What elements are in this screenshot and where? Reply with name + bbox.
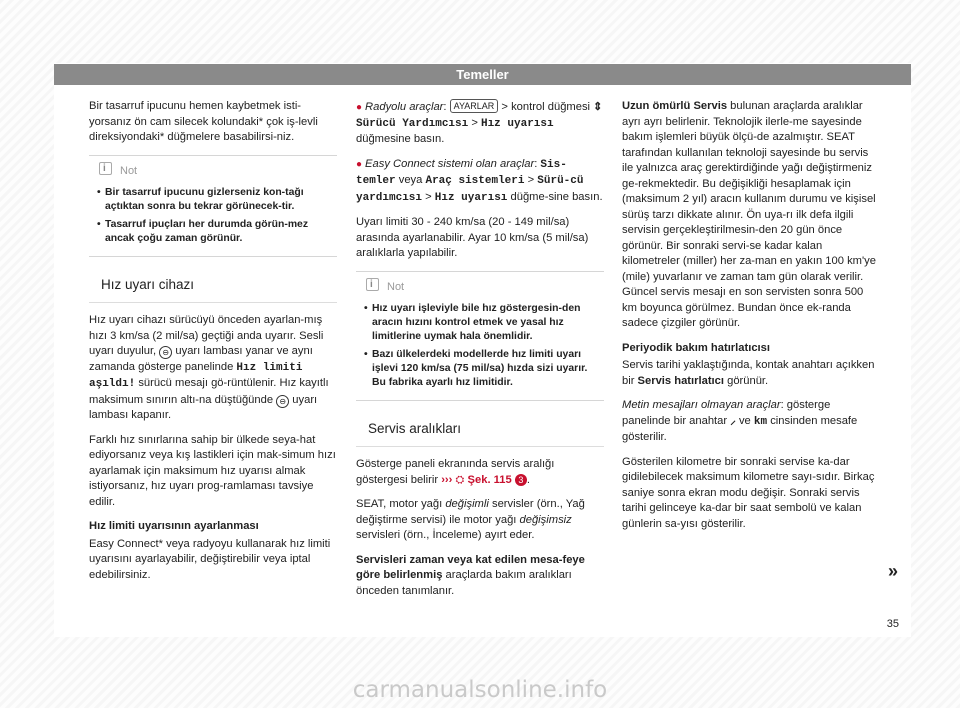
text: Servisleri zaman veya kat edilen mesa-feye göre belirlenmiş xyxy=(356,553,585,581)
continue-icon: » xyxy=(888,561,899,581)
paragraph: Gösterilen kilometre bir sonraki servise ka-dar gidilebilecek maksimum kilometre sayı-sıdır. Birkaç saniye sonra ekran modu değişir. Sonraki servis tarihi gelinceye ka-dar bir saat sembolü ve kalan günlerin sa-yısı gösterilir. xyxy=(622,455,875,530)
display-message: Hız limiti aşıldı! xyxy=(89,361,303,390)
paragraph xyxy=(622,99,876,332)
text: Servis hatırlatıcı xyxy=(637,374,724,387)
speed-warning-paragraph xyxy=(89,313,337,424)
callout-number: 3 xyxy=(515,474,527,486)
text: veya xyxy=(398,174,423,186)
text: uyarı lambası yanar ve aynı zamanda gösterge panelinde xyxy=(89,345,313,373)
text: > xyxy=(527,174,535,186)
paragraph: Farklı hız sınırlarına sahip bir ülkede seya-hat ediyorsanız veya kış lastikleri için mak-simum hızı ayarlamak için maksimum hız uyarısı almak istiyorsanız, hız uyarı prog-ramlaması tavsiye edilir. xyxy=(89,433,336,508)
text: değişimsiz xyxy=(519,513,572,526)
text: Radyolu araçlar xyxy=(365,101,444,113)
text: düğme-sine basın. xyxy=(510,190,603,203)
text: servisler (örn., Yağ değiştirme servisi) ile motor yağı xyxy=(356,498,585,526)
text: Servis tarihi yaklaştığında, kontak anahtarı açıkken bir xyxy=(622,359,875,387)
bullet-easy-connect: ● Easy Connect sistemi olan araçlar: Sis-temler veya Araç sistemleri > Sürü-cü yardımcısı > Hız uyarısı düğme-sine basın. xyxy=(356,157,603,204)
manual-page xyxy=(54,63,911,637)
note-item: • Bir tasarruf ipucunu gizlerseniz kon-tağı açtıktan sonra bu tekrar görünecek-tir. xyxy=(97,186,329,214)
bullet-icon: ● xyxy=(356,158,363,170)
km-unit: km xyxy=(753,415,768,428)
text: SEAT, motor yağı xyxy=(356,498,443,510)
speed-warning-lamp-icon: ⊖ xyxy=(159,346,172,359)
note-item: • Hız uyarı işleviyle bile hız göstergesin-den aracın hızını kontrol etmek ve yasal hız limitlerine uymak hala önemlidir. xyxy=(364,302,596,344)
info-icon xyxy=(99,162,112,175)
note-title: Not xyxy=(120,164,138,177)
text: > xyxy=(471,116,478,129)
control-knob-icon: ⇕ xyxy=(593,101,603,113)
column-1 xyxy=(89,99,337,592)
menu-item: Sürü-cü yardımcısı xyxy=(356,175,584,204)
note-list xyxy=(356,302,604,390)
text: Gösterge paneli ekranında servis aralığı göstergesi belirir xyxy=(356,458,555,486)
info-icon xyxy=(366,278,379,291)
watermark: carmanualsonline.info xyxy=(352,677,608,703)
note-list xyxy=(89,186,337,246)
text: araçlarda bakım aralıkları önceden tanımlanır. xyxy=(356,569,572,597)
text: görünür. xyxy=(727,374,769,387)
paragraph: Gösterge paneli ekranında servis aralığı göstergesi belirir ››› ⛭ Şek. 115 3 . xyxy=(356,458,555,486)
menu-item: Hız uyarısı xyxy=(434,191,508,204)
page-header: Temeller xyxy=(54,64,911,85)
text: uyarı lambası kapanır. xyxy=(89,393,318,421)
wrench-icon: ⸝ xyxy=(730,414,736,427)
figure-reference-link[interactable]: Şek. 115 xyxy=(467,473,512,486)
section-title-speed-warning: Hız uyarı cihazı xyxy=(89,277,337,304)
text: düğmesine basın. xyxy=(356,133,445,145)
note-title: Not xyxy=(387,280,405,293)
text: : gösterge panelinde bir anahtar xyxy=(622,399,831,427)
text: servisleri (örn., İnceleme) ayırt eder. xyxy=(356,529,535,541)
menu-item: Sürücü Yardımcısı xyxy=(356,117,469,130)
figure-icon: ⛭ xyxy=(455,473,465,486)
note-header xyxy=(356,278,604,296)
column-2 xyxy=(356,99,604,608)
section-title-service-intervals: Servis aralıkları xyxy=(356,421,604,448)
text: Hız uyarı cihazı sürücüyü önceden ayarlan-mış hızı 3 km/sa (2 mil/sa) geçtiği anda uyarır. Sesli uyarı duyulur, xyxy=(89,314,324,357)
note-box xyxy=(356,271,604,401)
text: Metin mesajları olmayan araçlar xyxy=(622,399,781,411)
paragraph: Uyarı limiti 30 - 240 km/sa (20 - 149 mil/sa) arasında ayarlanabilir. Ayar 10 km/sa (5 mil/sa) aralıklarla yapılabilir. xyxy=(356,216,589,259)
menu-item: Araç sistemleri xyxy=(425,175,525,187)
text: sürücü mesajı gö-rüntülenir. Hız kayıtlı maksimum sınırın altı-na düştüğünde xyxy=(89,377,329,406)
text: > xyxy=(425,190,432,203)
paragraph: Easy Connect* veya radyoyu kullanarak hız limiti uyarısını ayarlayabilir, değiştirebilir veya iptal edebilirsiniz. xyxy=(89,537,331,581)
note-item: • Tasarruf ipuçları her durumda görün-mez ancak çoğu zaman görünür. xyxy=(97,218,329,246)
paragraph xyxy=(356,497,604,544)
column-3 xyxy=(622,99,876,541)
ayarlar-key: AYARLAR xyxy=(450,99,499,113)
bullet-radio: ● Radyolu araçlar: AYARLAR > kontrol düğmesi ⇕ Sürücü Yardımcısı > Hız uyarısı düğmesine basın. xyxy=(356,101,603,145)
note-item: • Bazı ülkelerdeki modellerde hız limiti uyarı işlevi 120 km/sa (75 mil/sa) hızda sizi uyarır. Bu fabrika ayarlı hız limitidir. xyxy=(364,348,596,390)
paragraph xyxy=(356,553,604,600)
text: > kontrol düğmesi xyxy=(501,101,591,113)
text: Easy Connect sistemi olan araçlar xyxy=(365,157,535,170)
text: bulunan araçlarda aralıklar ayrı ayrı belirlenir. Teknolojik ilerle-me sayesinde bakım işlemleri büyük ölçü-de azalmıştır. SEAT tarafından kullanılan teknoloji sayesinde bu servis ile yalnızca araç gerektirdiğinde yağı değiştirmeniz ge-rekmektedir. Bu değişikliği hesaplamak için (maksimum 2 yıl) aracın kullanım durumu ve kişisel sürüş tarzı dikkate alınır. Ön uya-rı ilk defa ilgili servisin gerçekleştirilmesin-den 20 gün önce görünür. Bir sonraki servi-se kadar kalan kilometreler (miller) her za-man en yakın 100 km'ye (mile) yuvarlanır ve zaman tam gün olarak verilir. Güncel servis mesajı en son servisten sonra 500 km boyunca görülmez. Bundan önce ek-randa sadece çizgiler görünür. xyxy=(622,100,876,329)
text: Uzun ömürlü Servis xyxy=(622,100,728,112)
subheading: Hız limiti uyarısının ayarlanması xyxy=(89,520,259,532)
note-box xyxy=(89,155,337,257)
intro-paragraph: Bir tasarruf ipucunu hemen kaybetmek isti-yorsanız ön cam silecek kolundaki* çok iş-levli direksiyondaki* düğmelere basabilirsi-niz. xyxy=(89,100,318,143)
page-number: 35 xyxy=(886,618,899,630)
bullet-icon: ● xyxy=(356,102,363,113)
menu-item: Sis-temler xyxy=(356,158,567,187)
text: cinsinden mesafe gösterilir. xyxy=(622,414,858,443)
menu-item: Hız uyarısı xyxy=(480,117,554,130)
paragraph xyxy=(622,358,876,389)
note-header xyxy=(89,162,337,180)
speed-warning-lamp-icon: ⊖ xyxy=(276,395,289,408)
subheading: Periyodik bakım hatırlatıcısı xyxy=(622,341,770,354)
text: ve xyxy=(738,414,751,427)
text: değişimli xyxy=(445,498,489,510)
reference-arrows: ››› xyxy=(441,473,453,486)
paragraph xyxy=(622,398,876,446)
